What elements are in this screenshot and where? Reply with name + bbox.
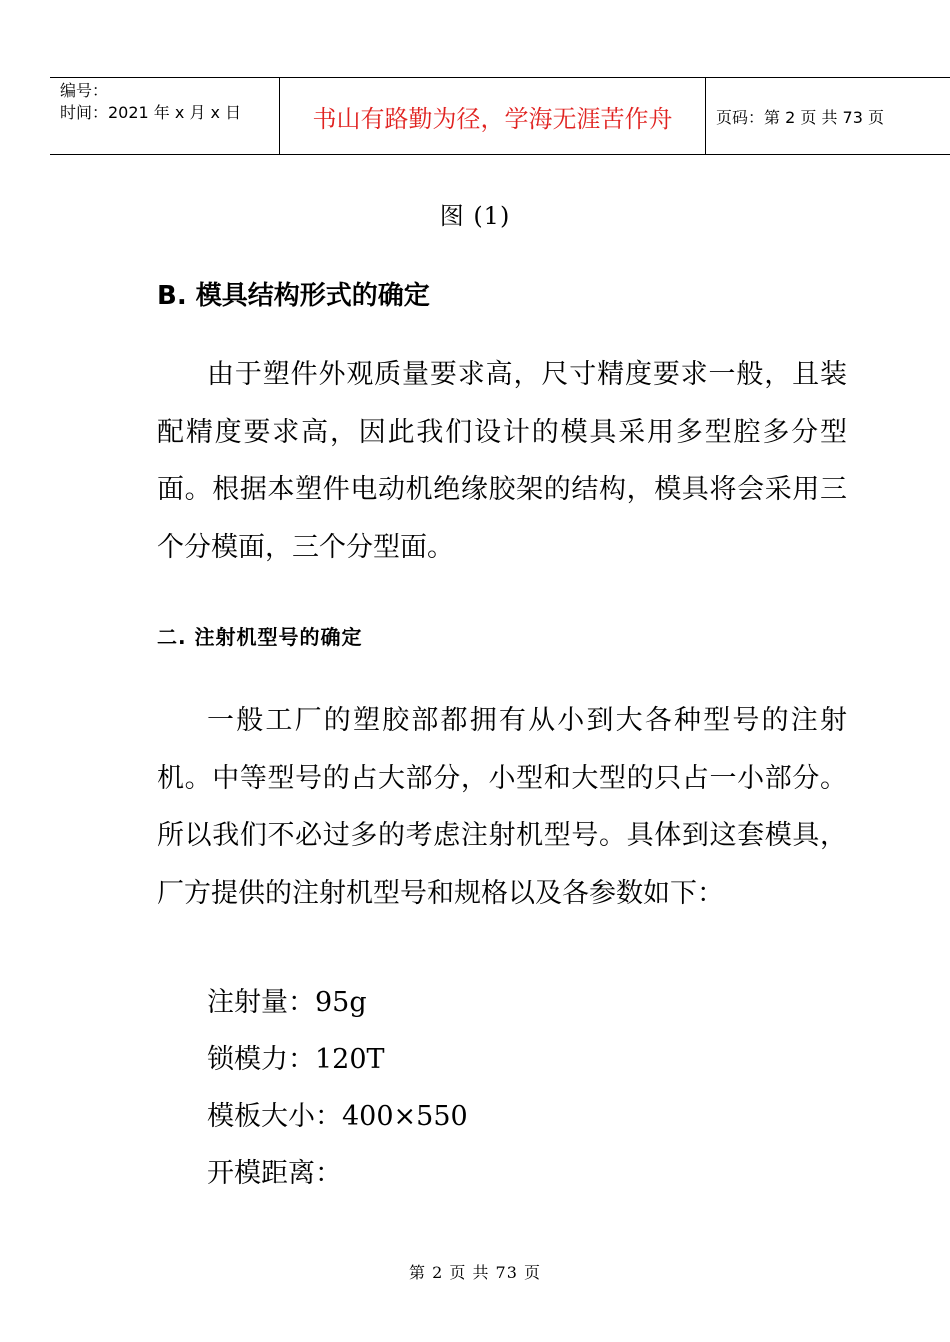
document-number-label: 编号：	[60, 81, 109, 100]
section-b-heading: B. 模具结构形式的确定	[157, 281, 430, 311]
param-platen-size: 模板大小：400×550	[207, 1101, 468, 1132]
document-time-label: 时间：2021 年 x 月 x 日	[60, 103, 242, 122]
figure-caption: 图 (1)	[439, 202, 511, 230]
page-header	[50, 77, 950, 155]
param-clamping-force: 锁模力：120T	[207, 1044, 385, 1075]
page-footer: 第 2 页 共 73 页	[409, 1263, 541, 1282]
param-opening-distance: 开模距离：	[207, 1158, 342, 1189]
header-meta	[50, 78, 280, 154]
header-motto: 书山有路勤为径，学海无涯苦作舟	[280, 78, 706, 154]
header-page-info: 页码：第 2 页 共 73 页	[716, 107, 884, 127]
param-injection-volume: 注射量：95g	[207, 987, 367, 1018]
section-b-paragraph: 由于塑件外观质量要求高，尺寸精度要求一般，且装配精度要求高，因此我们设计的模具采用多型腔多分型面。根据本塑件电动机绝缘胶架的结构，模具将会采用三个分模面，三个分型面。	[157, 359, 847, 563]
section-2-paragraph: 一般工厂的塑胶部都拥有从小到大各种型号的注射机。中等型号的占大部分，小型和大型的只占一小部分。所以我们不必过多的考虑注射机型号。具体到这套模具，厂方提供的注射机型号和规格以及各参数如下：	[157, 705, 847, 909]
section-2-heading: 二. 注射机型号的确定	[157, 625, 363, 649]
